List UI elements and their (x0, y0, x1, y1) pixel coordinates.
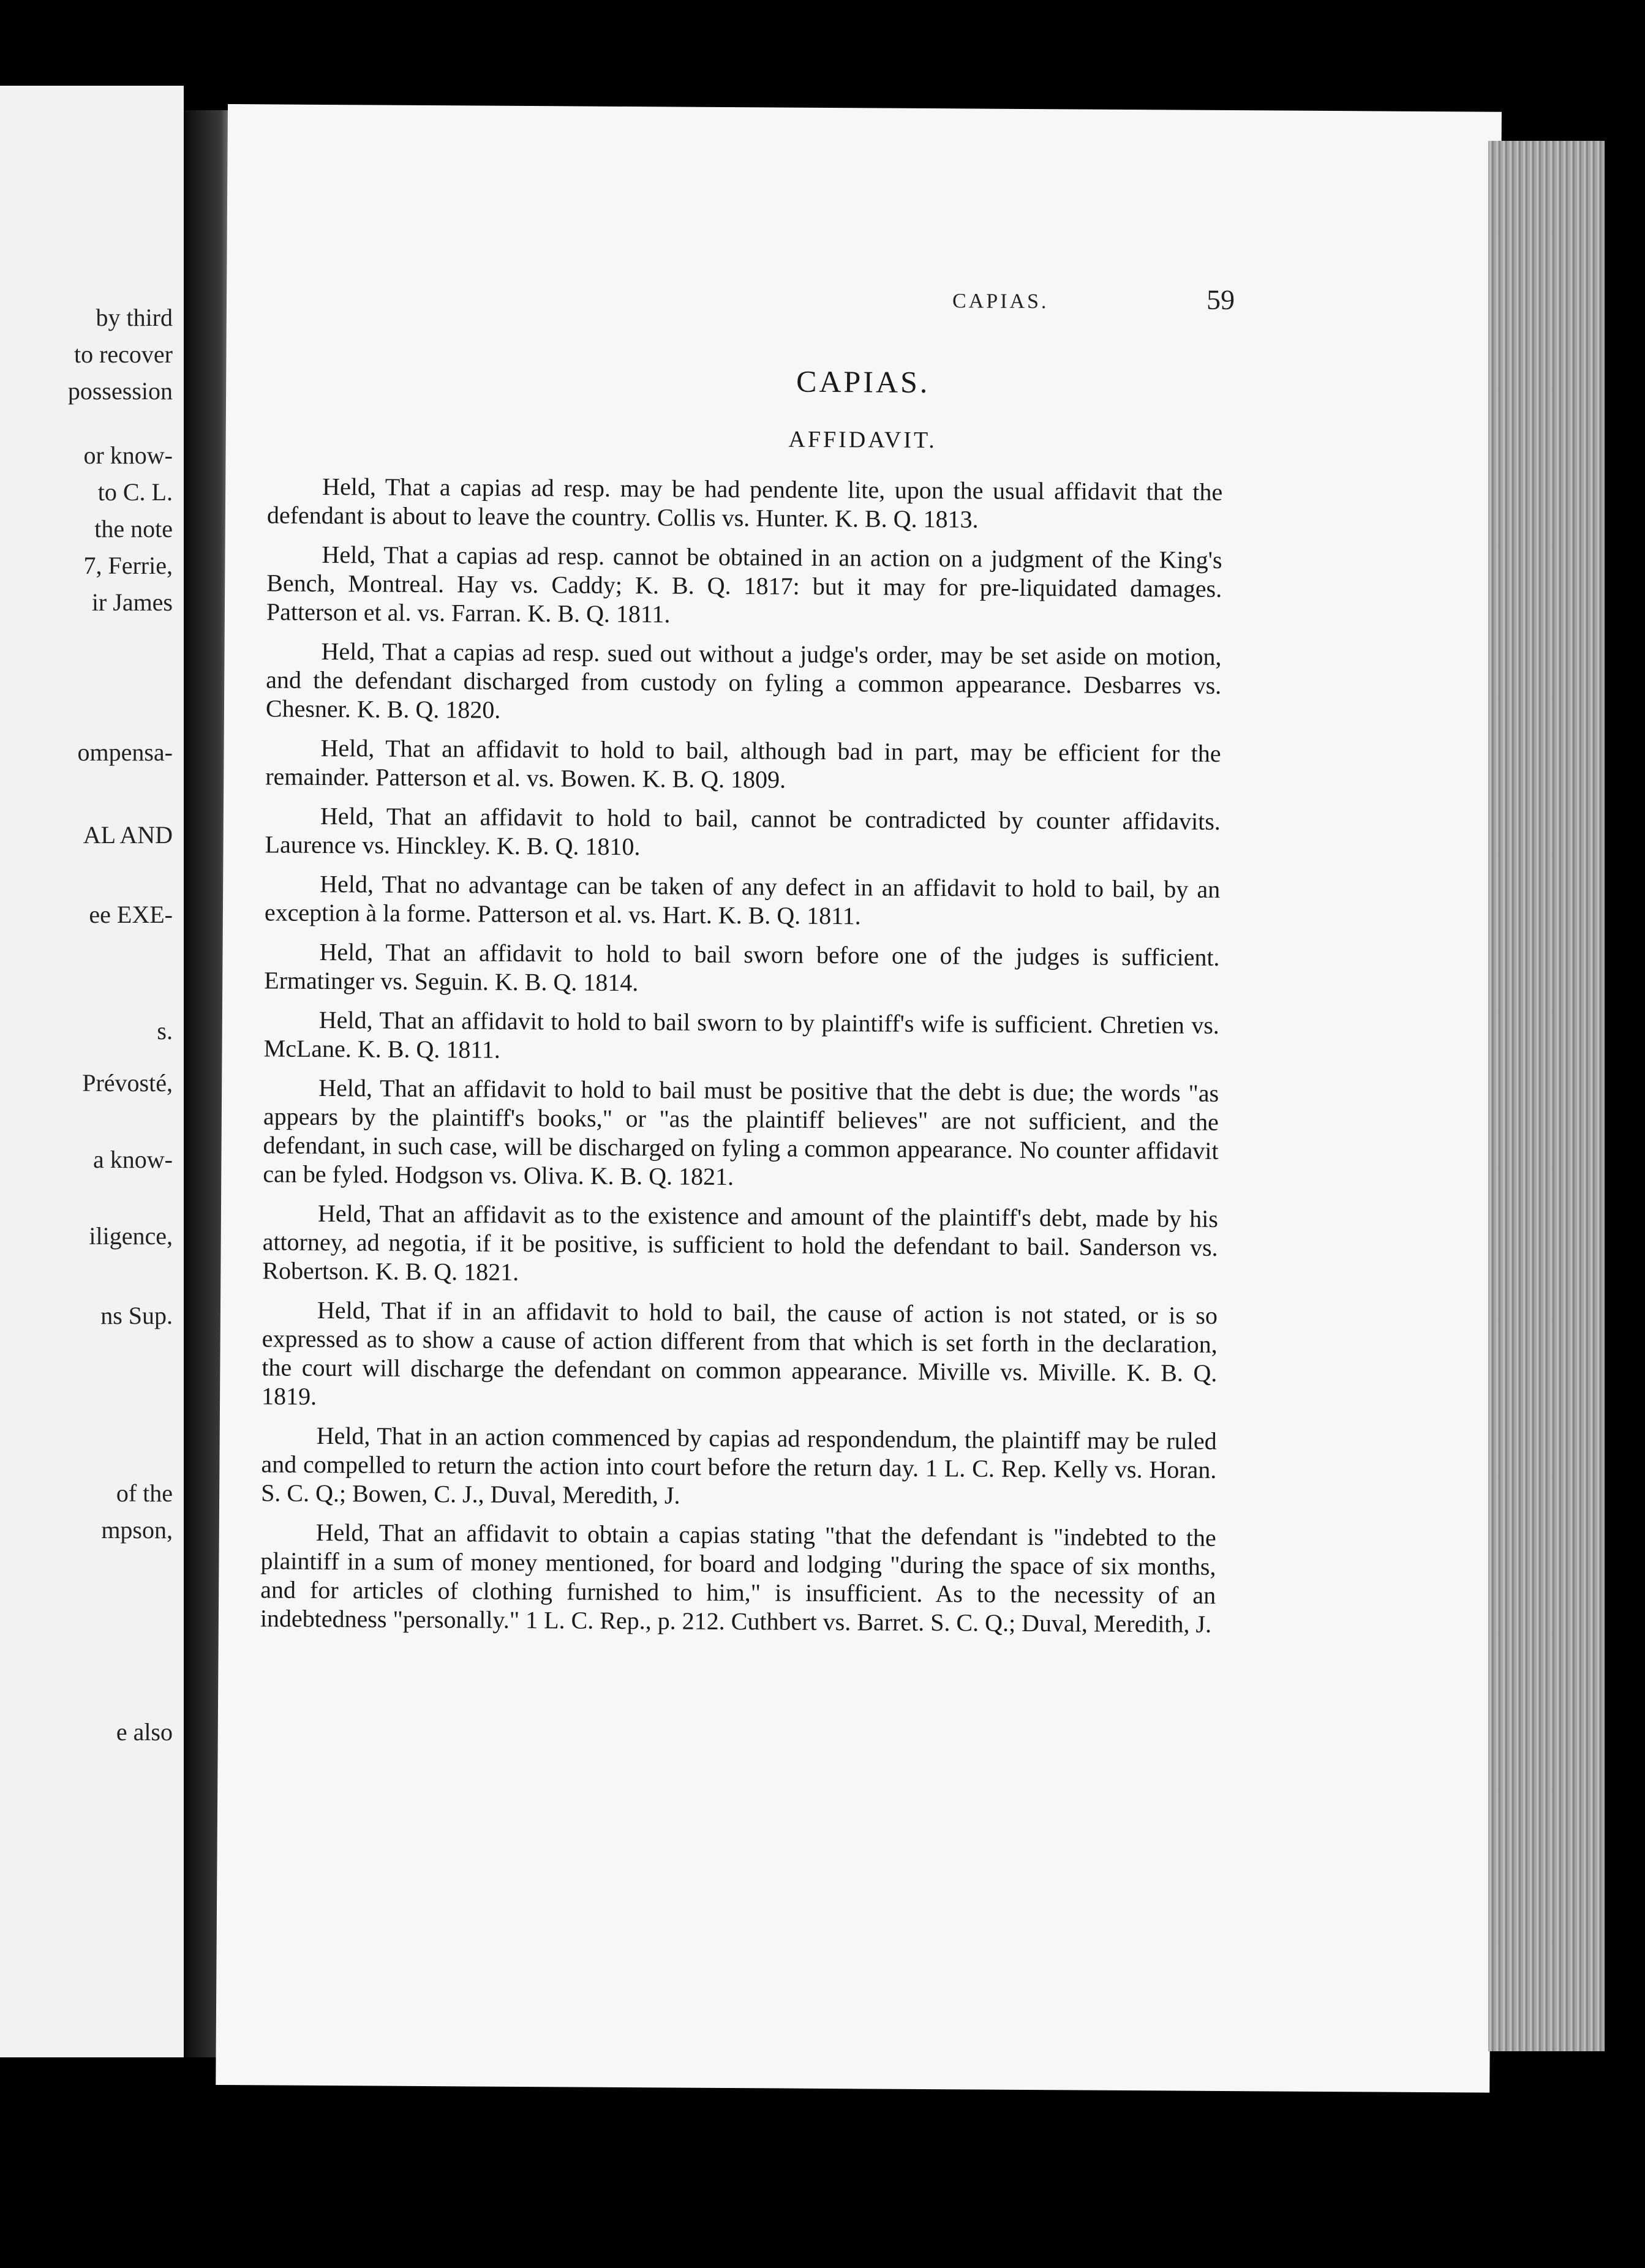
paragraph: Held, That a capias ad resp. cannot be obtained in an action on a judgment of the King's Bench, Montreal. Hay vs. Caddy; K. B. Q. 1817: but it may for pre-liquidated damages. Patterson et al. vs. Farran. K. B. Q. 1811. (266, 540, 1222, 628)
paragraph: Held, That an affidavit to hold to bail must be positive that the debt is due; the words "as appears by the plaintiff's books," or "as the plaintiff believes" are not sufficient, and the defendant, in such case, will be discharged on fyling a common appearance. No counter affidavit can be fyled. Hodgson vs. Oliva. K. B. Q. 1821. (263, 1073, 1219, 1191)
left-page-fragment: ns Sup. (100, 1302, 173, 1329)
section-subtitle: AFFIDAVIT. (788, 426, 937, 454)
left-page-fragment: e also (116, 1718, 173, 1746)
paragraph: Held, That an affidavit as to the existence and amount of the plaintiff's debt, made by his attorney, ad negotia, if it be positive, is sufficient to hold the defendant to bail. Sanderson vs. Robertson. K. B. Q. 1821. (262, 1199, 1219, 1286)
left-page-fragment: to recover (73, 340, 173, 368)
paragraph: Held, That an affidavit to hold to bail sworn before one of the judges is sufficient. Ermatinger vs. Seguin. K. B. Q. 1814. (264, 937, 1220, 997)
left-page-fragment: iligence, (89, 1222, 173, 1250)
paragraph: Held, That an affidavit to hold to bail, although bad in part, may be efficient for the remainder. Patterson et al. vs. Bowen. K. B. Q. 1809. (265, 734, 1221, 794)
left-page-fragment: ir James (91, 588, 173, 616)
running-head: CAPIAS. (952, 290, 1049, 314)
page-title: CAPIAS. (796, 364, 930, 400)
left-page-fragment: Prévosté, (82, 1069, 173, 1097)
left-page-fragment: by third (96, 304, 173, 331)
paragraph: Held, That a capias ad resp. may be had pendente lite, upon the usual affidavit that the defendant is about to leave the country. Collis vs. Hunter. K. B. Q. 1813. (266, 472, 1223, 533)
paragraph: Held, That an affidavit to obtain a capias stating "that the defendant is "indebted to the plaintiff in a sum of money mentioned, for board and lodging "during the space of six months, and for articles of clothing furnished to him," is insufficient. As to the necessity of an indebtedness "personally." 1 L. C. Rep., p. 212. Cuthbert vs. Barret. S. C. Q.; Duval, Meredith, J. (260, 1518, 1216, 1638)
left-page-fragment: ee EXE- (89, 901, 173, 928)
main-page (216, 104, 1502, 2093)
paragraph: Held, That in an action commenced by capias ad respondendum, the plaintiff may be ruled and compelled to return the action into court before the return day. 1 L. C. Rep. Kelly vs. Horan. S. C. Q.; Bowen, C. J., Duval, Meredith, J. (261, 1421, 1217, 1509)
left-page-fragment: of the (116, 1479, 173, 1507)
left-page (0, 86, 184, 2057)
paragraph: Held, That if in an affidavit to hold to bail, the cause of action is not stated, or is so expressed as to show a cause of action different from that which is set forth in the declaration, the court will discharge the defendant on common appearance. Miville vs. Miville. K. B. Q. 1819. (261, 1296, 1218, 1410)
left-page-fragment: the note (94, 515, 173, 543)
paragraph: Held, That an affidavit to hold to bail sworn to by plaintiff's wife is sufficient. Chretien vs. McLane. K. B. Q. 1811. (263, 1005, 1219, 1064)
paragraph: Held, That no advantage can be taken of any defect in an affidavit to hold to bail, by an exception à la forme. Patterson et al. vs. Hart. K. B. Q. 1811. (264, 869, 1221, 930)
left-page-fragment: AL AND (83, 821, 173, 849)
book-page-edges (1488, 141, 1605, 2051)
left-page-fragment: to C. L. (97, 478, 173, 506)
left-page-fragment: mpson, (101, 1516, 173, 1544)
paragraph: Held, That a capias ad resp. sued out without a judge's order, may be set aside on motion, and the defendant discharged from custody on fyling a common appearance. Desbarres vs. Chesner. K. B. Q. 1820. (265, 637, 1222, 724)
body-text (260, 471, 1223, 1648)
left-page-fragment: ompensa- (77, 738, 173, 766)
paragraph: Held, That an affidavit to hold to bail, cannot be contradicted by counter affidavits. Laurence vs. Hinckley. K. B. Q. 1810. (265, 802, 1221, 861)
page-number: 59 (1206, 284, 1235, 316)
left-page-fragment: or know- (83, 441, 173, 469)
left-page-fragment: a know- (93, 1146, 173, 1173)
left-page-fragment: 7, Ferrie, (83, 552, 173, 579)
left-page-fragment: possession (67, 377, 173, 405)
left-page-fragment: s. (157, 1017, 173, 1045)
